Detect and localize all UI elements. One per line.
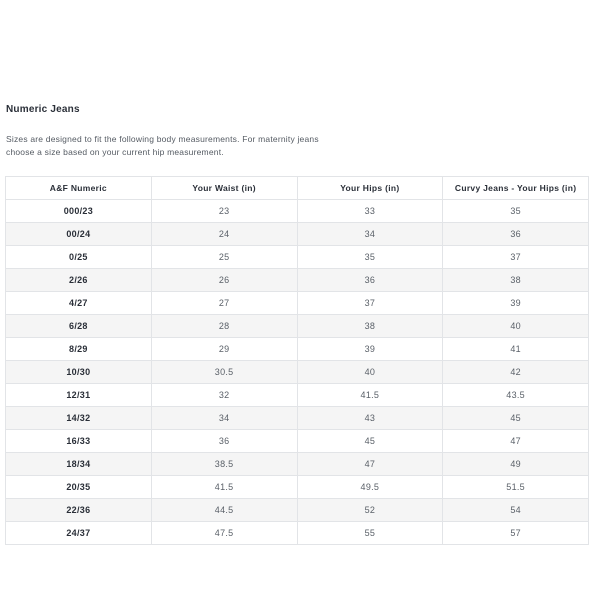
hips-cell: 52 — [297, 499, 443, 522]
hips-cell: 35 — [297, 246, 443, 269]
size-cell: 20/35 — [6, 476, 152, 499]
waist-cell: 27 — [151, 292, 297, 315]
waist-cell: 25 — [151, 246, 297, 269]
hips-cell: 43 — [297, 407, 443, 430]
table-row — [6, 499, 589, 522]
hips-cell: 45 — [297, 430, 443, 453]
size-cell: 8/29 — [6, 338, 152, 361]
table-row — [6, 200, 589, 223]
curvy-hips-cell: 57 — [443, 522, 589, 545]
table-row — [6, 269, 589, 292]
table-row — [6, 223, 589, 246]
waist-cell: 30.5 — [151, 361, 297, 384]
size-cell: 000/23 — [6, 200, 152, 223]
table-header-row — [6, 177, 589, 200]
waist-cell: 29 — [151, 338, 297, 361]
size-cell: 10/30 — [6, 361, 152, 384]
curvy-hips-cell: 51.5 — [443, 476, 589, 499]
waist-cell: 38.5 — [151, 453, 297, 476]
hips-cell: 36 — [297, 269, 443, 292]
curvy-hips-cell: 35 — [443, 200, 589, 223]
waist-cell: 32 — [151, 384, 297, 407]
size-cell: 12/31 — [6, 384, 152, 407]
size-cell: 2/26 — [6, 269, 152, 292]
hips-cell: 41.5 — [297, 384, 443, 407]
size-cell: 6/28 — [6, 315, 152, 338]
curvy-hips-cell: 43.5 — [443, 384, 589, 407]
waist-cell: 44.5 — [151, 499, 297, 522]
size-cell: 00/24 — [6, 223, 152, 246]
curvy-hips-cell: 42 — [443, 361, 589, 384]
curvy-hips-cell: 49 — [443, 453, 589, 476]
table-row — [6, 292, 589, 315]
table-row — [6, 384, 589, 407]
page-title: Numeric Jeans — [6, 104, 80, 115]
size-cell: 4/27 — [6, 292, 152, 315]
size-cell: 24/37 — [6, 522, 152, 545]
waist-cell: 36 — [151, 430, 297, 453]
table-row — [6, 430, 589, 453]
waist-cell: 28 — [151, 315, 297, 338]
waist-cell: 23 — [151, 200, 297, 223]
curvy-hips-cell: 37 — [443, 246, 589, 269]
waist-cell: 41.5 — [151, 476, 297, 499]
table-row — [6, 453, 589, 476]
hips-cell: 38 — [297, 315, 443, 338]
size-description: Sizes are designed to fit the following body measurements. For maternity jeans choose a size based on your current hip measurement. — [6, 134, 319, 157]
table-row — [6, 246, 589, 269]
size-cell: 0/25 — [6, 246, 152, 269]
curvy-hips-cell: 47 — [443, 430, 589, 453]
curvy-hips-cell: 36 — [443, 223, 589, 246]
curvy-hips-cell: 41 — [443, 338, 589, 361]
hips-cell: 34 — [297, 223, 443, 246]
hips-cell: 33 — [297, 200, 443, 223]
table-row — [6, 407, 589, 430]
curvy-hips-cell: 45 — [443, 407, 589, 430]
hips-cell: 40 — [297, 361, 443, 384]
waist-cell: 34 — [151, 407, 297, 430]
size-cell: 16/33 — [6, 430, 152, 453]
header-af-numeric: A&F Numeric — [6, 177, 152, 200]
table-row — [6, 476, 589, 499]
waist-cell: 26 — [151, 269, 297, 292]
table-row — [6, 522, 589, 545]
size-cell: 18/34 — [6, 453, 152, 476]
curvy-hips-cell: 54 — [443, 499, 589, 522]
curvy-hips-cell: 39 — [443, 292, 589, 315]
table-row — [6, 361, 589, 384]
table-row — [6, 338, 589, 361]
size-chart-table — [5, 176, 589, 545]
header-curvy-hips: Curvy Jeans - Your Hips (in) — [443, 177, 589, 200]
table-row — [6, 315, 589, 338]
waist-cell: 24 — [151, 223, 297, 246]
size-cell: 22/36 — [6, 499, 152, 522]
hips-cell: 49.5 — [297, 476, 443, 499]
hips-cell: 47 — [297, 453, 443, 476]
hips-cell: 37 — [297, 292, 443, 315]
size-cell: 14/32 — [6, 407, 152, 430]
hips-cell: 39 — [297, 338, 443, 361]
hips-cell: 55 — [297, 522, 443, 545]
header-waist: Your Waist (in) — [151, 177, 297, 200]
header-hips: Your Hips (in) — [297, 177, 443, 200]
curvy-hips-cell: 38 — [443, 269, 589, 292]
curvy-hips-cell: 40 — [443, 315, 589, 338]
table-body — [6, 200, 589, 545]
waist-cell: 47.5 — [151, 522, 297, 545]
